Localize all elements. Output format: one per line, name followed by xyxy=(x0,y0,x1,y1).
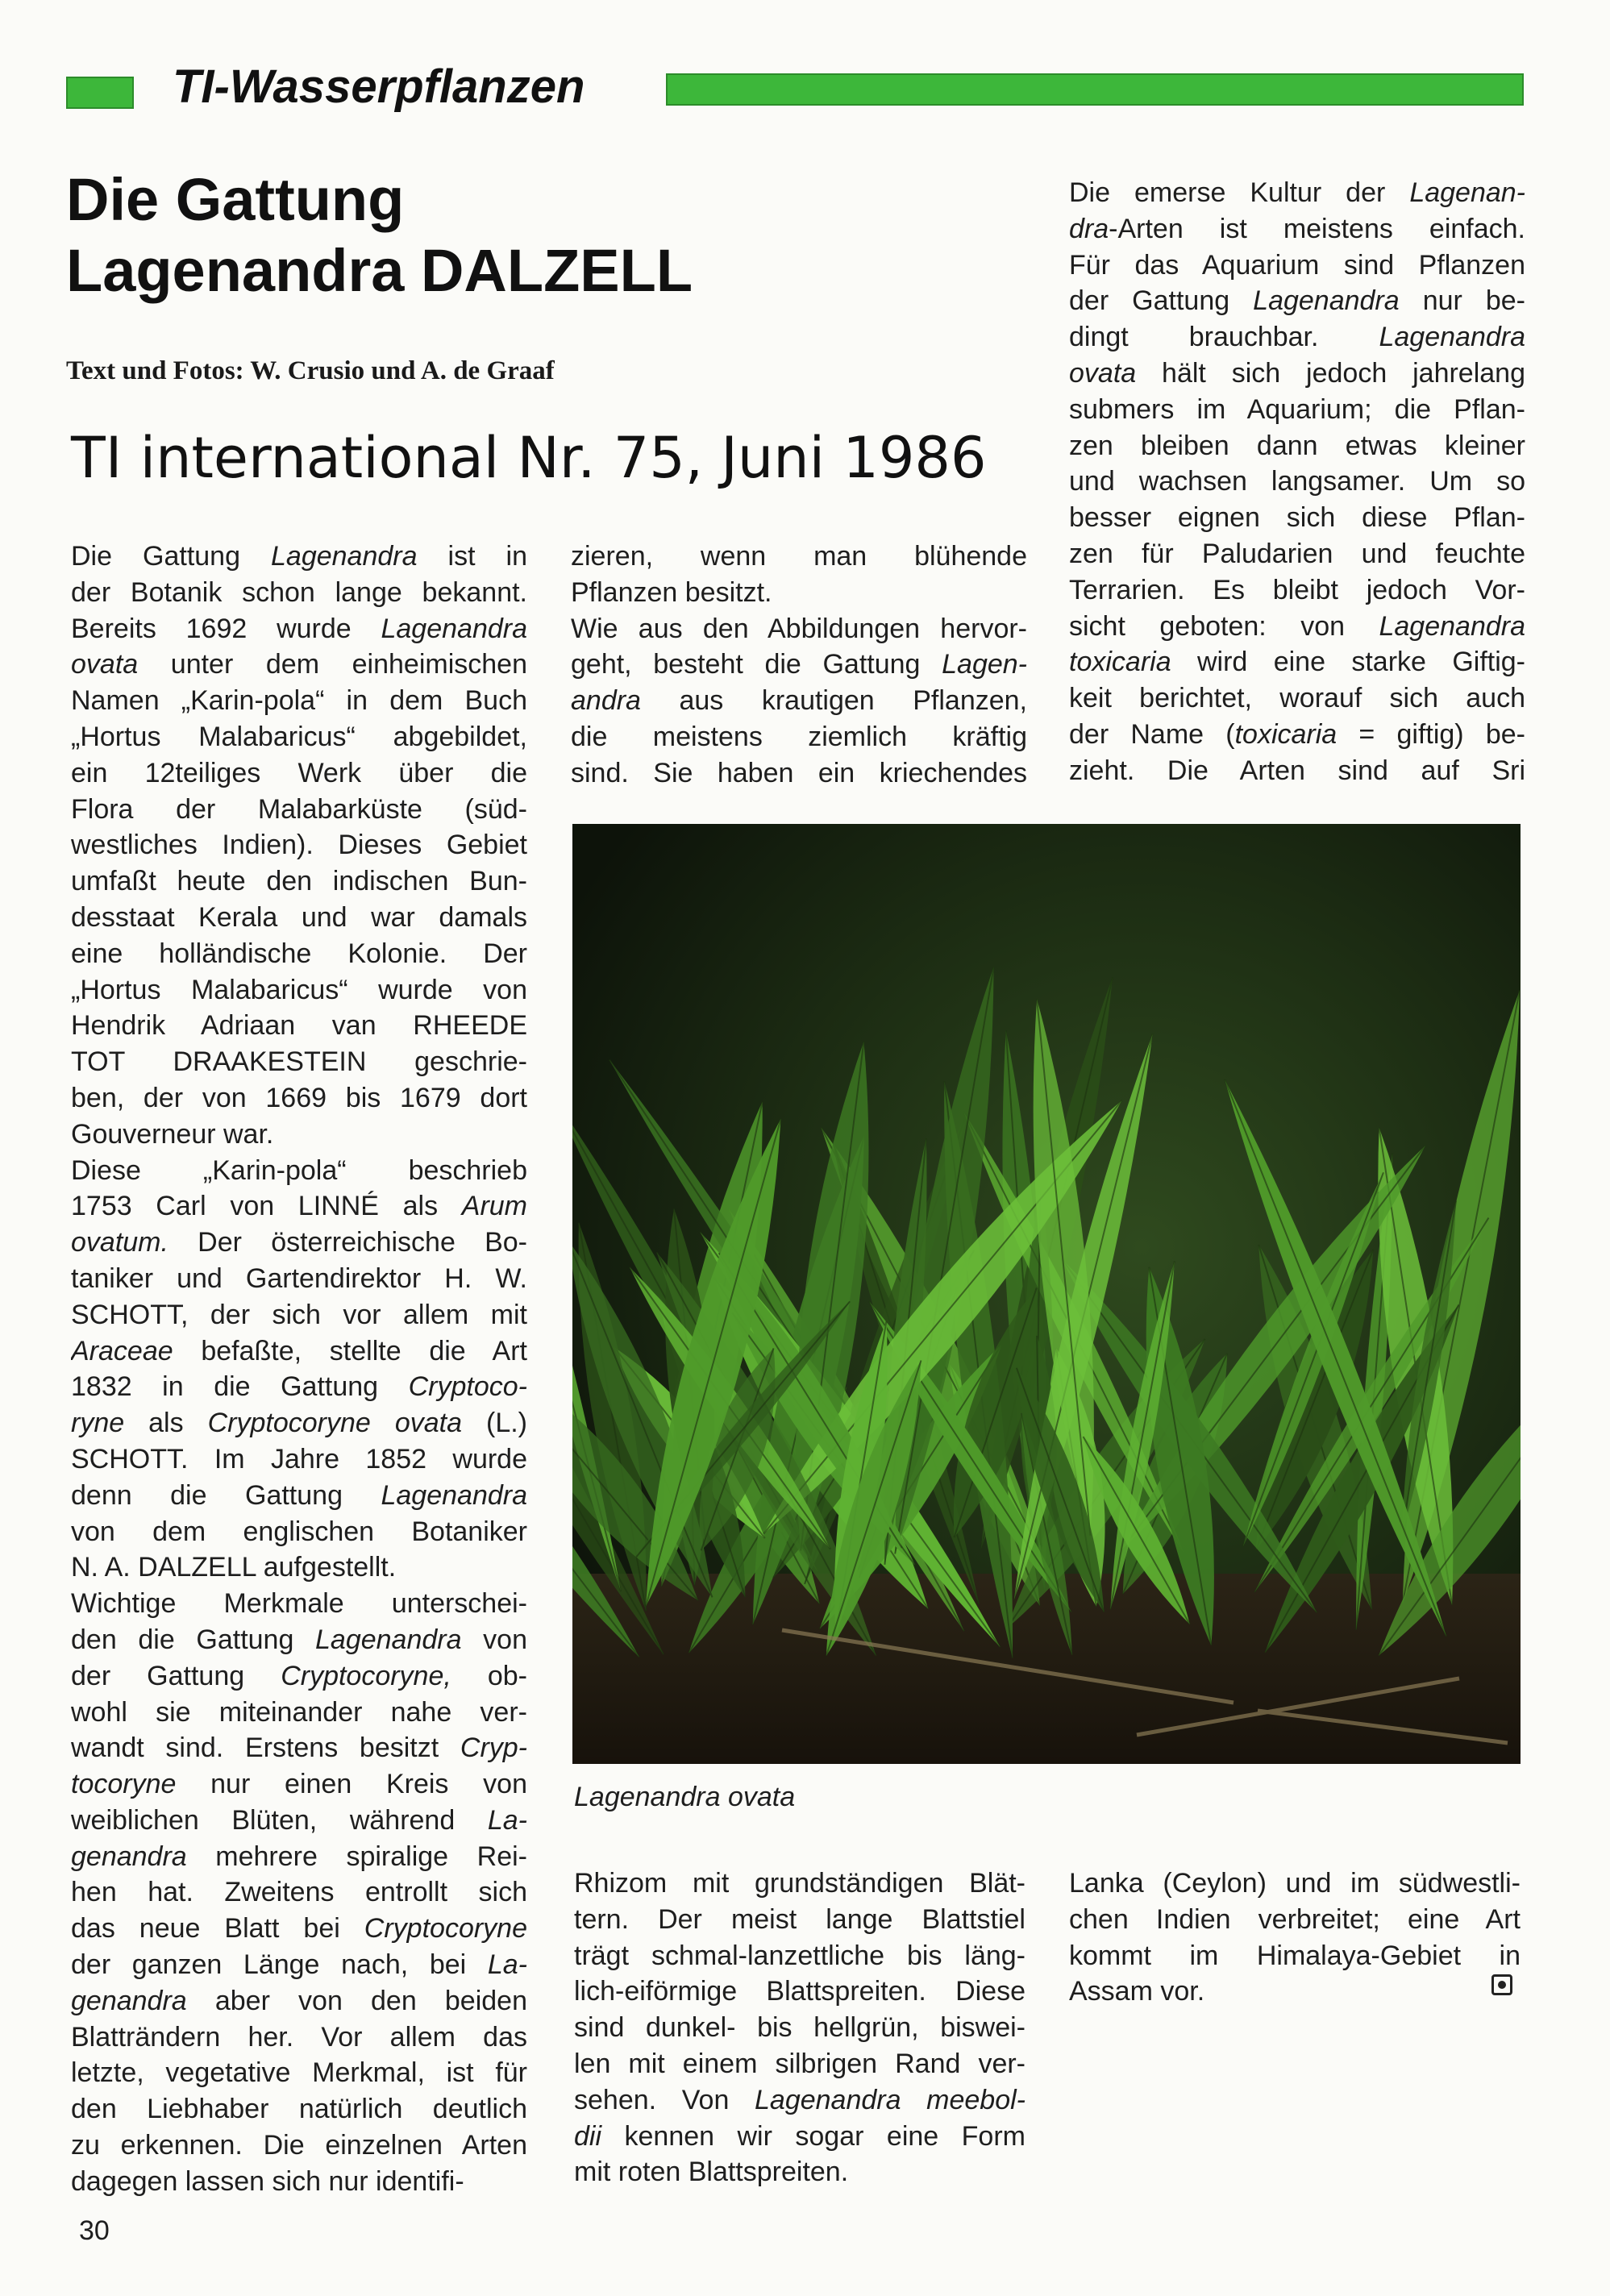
text-line: kommt im Himalaya-Gebiet in xyxy=(1069,1940,1521,1971)
text-column-3-bottom xyxy=(1069,1866,1521,2010)
page-number: 30 xyxy=(79,2215,110,2246)
text-line: Hendrik Adriaan van RHEEDE xyxy=(71,1010,527,1042)
text-line: ovatum. Der österreichische Bo- xyxy=(71,1227,527,1258)
text-line: der Botanik schon lange bekannt. xyxy=(71,576,527,608)
text-line: weiblichen Blüten, während La- xyxy=(71,1804,527,1836)
article-title-line-1: Die Gattung xyxy=(66,166,405,233)
text-line: TOT DRAAKESTEIN geschrie- xyxy=(71,1046,527,1078)
text-line: der Name (toxicaria = giftig) be- xyxy=(1069,718,1525,750)
text-line: genandra mehrere spiralige Rei- xyxy=(71,1841,527,1872)
text-column-2-bottom xyxy=(574,1866,1025,2190)
text-line: westliches Indien). Dieses Gebiet xyxy=(71,830,527,861)
text-line: submers im Aquarium; die Pflan- xyxy=(1069,393,1525,425)
text-line: genandra aber von den beiden xyxy=(71,1985,527,2016)
text-line: Lanka (Ceylon) und im südwestli- xyxy=(1069,1868,1521,1899)
text-line: ovata hält sich jedoch jahrelang xyxy=(1069,357,1525,389)
text-line: Diese „Karin-pola“ beschrieb xyxy=(71,1154,527,1186)
text-line: Wichtige Merkmale unterschei- xyxy=(71,1588,527,1620)
text-line: wandt sind. Erstens besitzt Cryp- xyxy=(71,1732,527,1764)
photo-caption: Lagenandra ovata xyxy=(574,1782,796,1812)
text-line: SCHOTT. Im Jahre 1852 wurde xyxy=(71,1443,527,1475)
plant-photo-illustration xyxy=(572,824,1521,1764)
text-line: zen bleiben dann etwas kleiner xyxy=(1069,430,1525,461)
text-column-1 xyxy=(71,539,527,2200)
text-line: „Hortus Malabaricus“ wurde von xyxy=(71,974,527,1005)
text-line: N. A. DALZELL aufgestellt. xyxy=(71,1552,397,1583)
text-line: von dem englischen Botaniker xyxy=(71,1516,527,1547)
text-line: umfaßt heute den indischen Bun- xyxy=(71,866,527,897)
text-line: ein 12teiliges Werk über die xyxy=(71,757,527,788)
text-line: keit berichtet, worauf sich auch xyxy=(1069,683,1525,714)
issue-note: TI international Nr. 75, Juni 1986 xyxy=(71,425,987,491)
text-line: Namen „Karin-pola“ in dem Buch xyxy=(71,685,527,717)
text-line: mit roten Blattspreiten. xyxy=(574,2157,849,2188)
text-line: Blatträndern her. Vor allem das xyxy=(71,2021,527,2053)
text-line: zen für Paludarien und feuchte xyxy=(1069,538,1525,569)
text-line: zieht. Die Arten sind auf Sri xyxy=(1069,755,1525,786)
text-line: den die Gattung Lagenandra von xyxy=(71,1624,527,1655)
text-line: chen Indien verbreitet; eine Art xyxy=(1069,1903,1521,1935)
text-line: besser eignen sich diese Pflan- xyxy=(1069,502,1525,534)
text-line: dingt brauchbar. Lagenandra xyxy=(1069,322,1525,353)
text-line: Assam vor. xyxy=(1069,1976,1205,2007)
text-line: Pflanzen besitzt. xyxy=(571,576,772,608)
text-line: sind dunkel- bis hellgrün, biswei- xyxy=(574,2012,1025,2044)
text-line: hen hat. Zweitens entrollt sich xyxy=(71,1877,527,1908)
section-color-bar-left xyxy=(66,77,134,109)
text-line: den Liebhaber natürlich deutlich xyxy=(71,2094,527,2125)
text-line: tocoryne nur einen Kreis von xyxy=(71,1769,527,1800)
text-line: Bereits 1692 wurde Lagenandra xyxy=(71,613,527,644)
text-line: und wachsen langsamer. Um so xyxy=(1069,466,1525,497)
article-title xyxy=(66,164,693,306)
text-line: Die emerse Kultur der Lagenan- xyxy=(1069,177,1525,208)
text-line: toxicaria wird eine starke Giftig- xyxy=(1069,647,1525,678)
text-column-3-top xyxy=(1069,175,1525,789)
text-line: ryne als Cryptocoryne ovata (L.) xyxy=(71,1408,527,1439)
text-line: eine holländische Kolonie. Der xyxy=(71,938,527,969)
text-line: „Hortus Malabaricus“ abgebildet, xyxy=(71,721,527,752)
text-line: len mit einem silbrigen Rand ver- xyxy=(574,2048,1025,2079)
text-line: 1832 in die Gattung Cryptoco- xyxy=(71,1371,527,1403)
section-label: TI-Wasserpflanzen xyxy=(173,60,585,113)
text-line: der ganzen Länge nach, bei La- xyxy=(71,1949,527,1981)
article-title-line-2: Lagenandra DALZELL xyxy=(66,237,693,304)
text-line: das neue Blatt bei Cryptocoryne xyxy=(71,1913,527,1945)
text-line: Die Gattung Lagenandra ist in xyxy=(71,541,527,572)
section-color-bar-right xyxy=(666,73,1524,106)
text-line: Für das Aquarium sind Pflanzen xyxy=(1069,249,1525,281)
text-line: Terrarien. Es bleibt jedoch Vor- xyxy=(1069,574,1525,605)
text-line: dra-Arten ist meistens einfach. xyxy=(1069,213,1525,244)
text-line: sehen. Von Lagenandra meebol- xyxy=(574,2084,1025,2115)
text-line: Araceae befaßte, stellte die Art xyxy=(71,1335,527,1366)
text-line: 1753 Carl von LINNÉ als Arum xyxy=(71,1191,527,1222)
text-line: wohl sie miteinander nahe ver- xyxy=(71,1696,527,1728)
text-line: taniker und Gartendirektor H. W. xyxy=(71,1262,527,1294)
text-line: tern. Der meist lange Blattstiel xyxy=(574,1903,1025,1935)
text-line: trägt schmal-lanzettliche bis läng- xyxy=(574,1940,1025,1971)
end-of-article-icon xyxy=(1491,1974,1512,1995)
text-line: ovata unter dem einheimischen xyxy=(71,649,527,680)
text-line: letzte, vegetative Merkmal, ist für xyxy=(71,2057,527,2089)
text-line: denn die Gattung Lagenandra xyxy=(71,1479,527,1511)
text-line: sicht geboten: von Lagenandra xyxy=(1069,610,1525,642)
text-line: zu erkennen. Die einzelnen Arten xyxy=(71,2130,527,2161)
text-line: lich-eiförmige Blattspreiten. Diese xyxy=(574,1976,1025,2007)
plant-photo xyxy=(572,824,1521,1764)
text-line: der Gattung Lagenandra nur be- xyxy=(1069,285,1525,317)
text-column-2-top xyxy=(571,539,1027,792)
text-line: dii kennen wir sogar eine Form xyxy=(574,2120,1025,2152)
text-line: Gouverneur war. xyxy=(71,1118,274,1150)
text-line: sind. Sie haben ein kriechendes xyxy=(571,757,1027,788)
text-line: der Gattung Cryptocoryne, ob- xyxy=(71,1660,527,1691)
text-line: geht, besteht die Gattung Lagen- xyxy=(571,649,1027,680)
text-line: SCHOTT, der sich vor allem mit xyxy=(71,1299,527,1330)
article-byline: Text und Fotos: W. Crusio und A. de Graaf xyxy=(66,356,555,385)
text-line: dagegen lassen sich nur identifi- xyxy=(71,2165,464,2197)
text-line: Flora der Malabarküste (süd- xyxy=(71,793,527,825)
text-line: andra aus krautigen Pflanzen, xyxy=(571,685,1027,717)
text-line: zieren, wenn man blühende xyxy=(571,541,1027,572)
text-line: Wie aus den Abbildungen hervor- xyxy=(571,613,1027,644)
text-line: Rhizom mit grundständigen Blät- xyxy=(574,1868,1025,1899)
text-line: die meistens ziemlich kräftig xyxy=(571,721,1027,752)
text-line: desstaat Kerala und war damals xyxy=(71,901,527,933)
text-line: ben, der von 1669 bis 1679 dort xyxy=(71,1082,527,1113)
